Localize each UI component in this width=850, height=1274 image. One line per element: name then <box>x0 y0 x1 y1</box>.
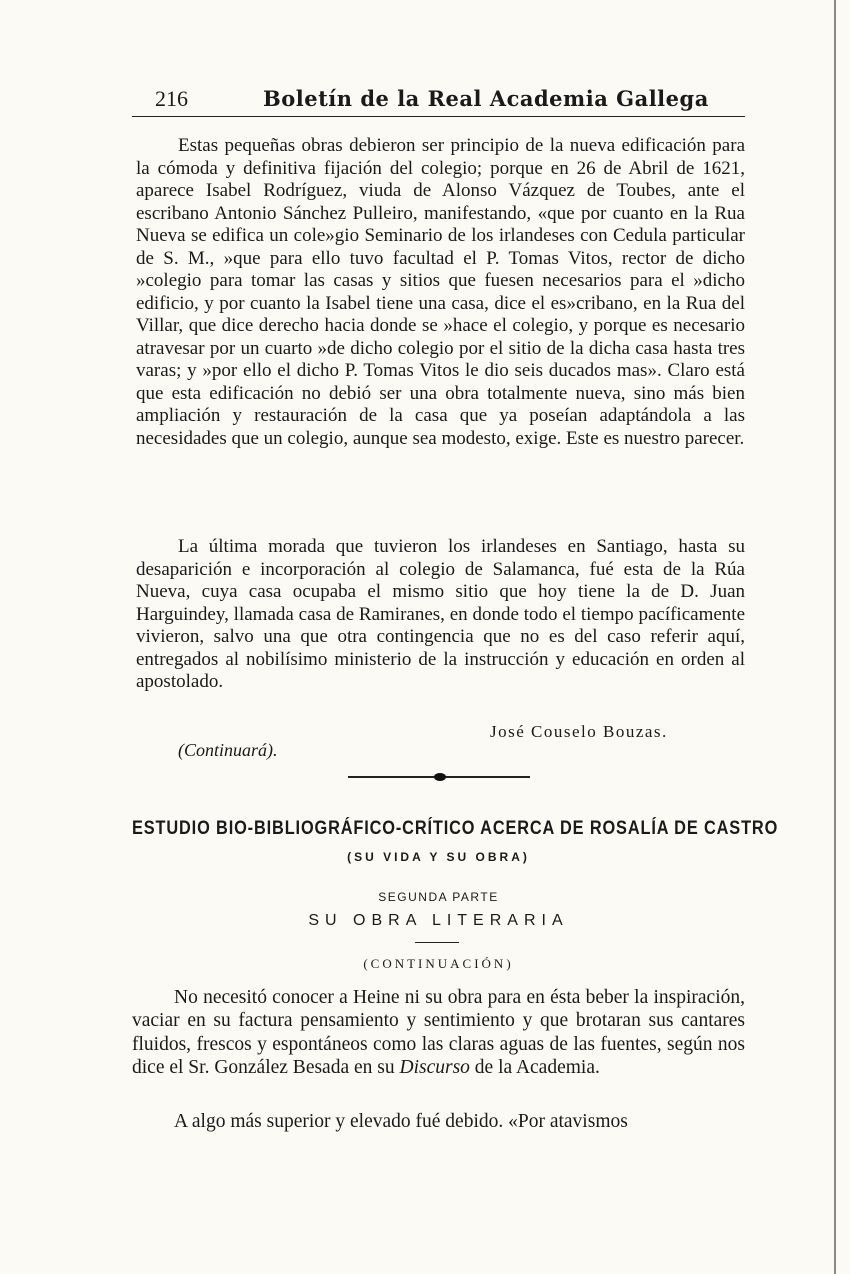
part-label: SEGUNDA PARTE <box>378 890 499 904</box>
page-number: 216 <box>155 86 188 111</box>
article1-paragraph-2: La última morada que tuvieron los irlandeses en Santiago, hasta su desaparición e incorporación al colegio de Salamanca, fué esta de la Rúa Nueva, cuya casa ocupaba el mismo sitio que hoy tiene la de D. Juan Harguindey, llamada casa de Ramiranes, en donde todo el tiempo pacíficamente vivieron, salvo una que otra contingencia que no es del caso referir aquí, entregados al nobilísimo ministerio de la instrucción y educación en orden al apostolado. <box>136 536 745 692</box>
article1-paragraph-1: Estas pequeñas obras debieron ser principio de la nueva edificación para la cómoda y definitiva fijación del colegio; porque en 26 de Abril de 1621, aparece Isabel Rodríguez, viuda de Alonso Vázquez de Toubes, ante el escribano Antonio Sánchez Pulleiro, manifestando, «que por cuanto en la Rua Nueva se edifica un cole»gio Seminario de los irlandeses con Cedula particular de S. M., »que para ello tuvo facultad el P. Tomas Vitos, rector de dicho »colegio para tomar las casas y sitios que fuesen necesarios para el »dicho edificio, y por cuanto la Isabel tiene una casa, dice el es»cribano, en la Rua del Villar, que dice derecho hacia donde se »hace el colegio, y porque es necesario atravesar por un cuarto »de dicho colegio por el sitio de la dicha casa hasta tres varas; y »por ello el dicho P. Tomas Vitos le dio seis ducados mas». Claro está que esta edificación no debió ser una obra totalmente nueva, sino más bien ampliación y restauración de la casa que ya poseían adaptándola a las necesidades que un colegio, aunque sea modesto, exige. Este es nuestro parecer. <box>136 135 745 449</box>
paragraph-text-end: de la Academia. <box>469 1057 600 1079</box>
author-signature: José Couselo Bouzas. <box>490 722 668 741</box>
part-title: SU OBRA LITERARIA <box>308 912 569 929</box>
continuacion-label: (CONTINUACIÓN) <box>363 956 514 971</box>
part-title-rule <box>415 942 459 943</box>
article2-paragraph-1 <box>132 986 745 1080</box>
page-edge-line <box>834 0 836 1274</box>
article2-paragraph-2: A algo más superior y elevado fué debido. «Por atavismos <box>174 1111 628 1132</box>
header-rule <box>132 116 745 117</box>
section-divider-ornament <box>348 770 530 784</box>
running-header <box>155 86 745 114</box>
journal-title: Boletín de la Real Academia Gallega <box>263 86 709 111</box>
essay-title: ESTUDIO BIO-BIBLIOGRÁFICO-CRÍTICO ACERCA DE ROSALÍA DE CASTRO <box>132 818 779 839</box>
divider-dot <box>434 773 446 781</box>
continuara-note: (Continuará). <box>178 740 278 760</box>
paragraph-text: No necesitó conocer a Heine ni su obra para en ésta beber la inspiración, vaciar en su factura pensamiento y sentimiento y que brotaran sus cantares fluidos, frescos y espontáneos como las claras aguas de las fuentes, según nos dice el Sr. González Besada en su <box>132 987 745 1079</box>
essay-subtitle: (SU VIDA Y SU OBRA) <box>347 850 530 864</box>
discurso-italic: Discurso <box>399 1057 470 1079</box>
